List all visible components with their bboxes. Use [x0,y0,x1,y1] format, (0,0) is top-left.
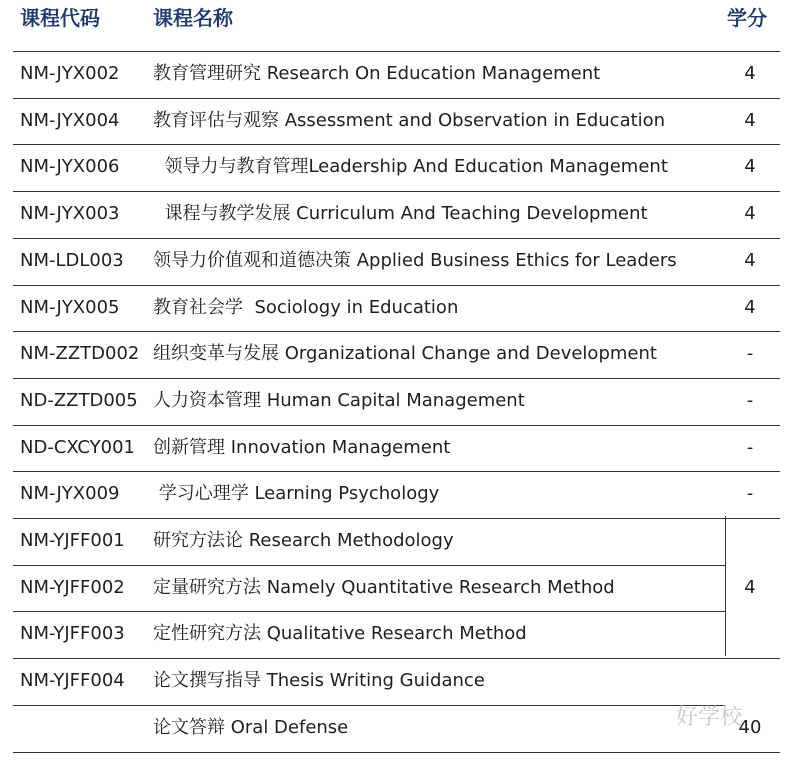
course-code-cell: NM-JYX009 [20,483,120,504]
course-code-cell: NM-YJFF002 [20,577,125,598]
course-name-cell: 课程与教学发展 Curriculum And Teaching Development [153,203,648,224]
header-credits: 学分 [727,6,767,30]
course-name-cell: 定量研究方法 Namely Quantitative Research Method [153,577,615,598]
course-credit-cell: 4 [744,250,756,271]
course-name-cell: 创新管理 Innovation Management [153,437,451,458]
course-code-cell: ND-ZZTD005 [20,390,138,411]
course-code-cell: ND-CXCY001 [20,437,136,458]
watermark: 好学校 [676,705,743,730]
course-code-cell: NM-YJFF003 [20,623,125,644]
course-name-cell: 研究方法论 Research Methodology [153,530,454,551]
course-code-cell: NM-JYX004 [20,110,120,131]
course-name-cell: 领导力与教育管理Leadership And Education Management [153,156,668,177]
course-credit-cell: - [746,390,754,411]
course-code-cell: NM-YJFF001 [20,530,125,551]
course-credit-cell: - [746,483,754,504]
course-code-cell: NM-JYX006 [20,156,120,177]
course-credit-cell: 4 [744,297,756,318]
course-credit-cell [735,518,765,564]
course-name-cell: 教育管理研究 Research On Education Management [153,63,601,84]
course-credit-cell [735,611,765,657]
row-divider [13,752,780,753]
course-credit-cell: 4 [744,203,756,224]
course-name-cell: 组织变革与发展 Organizational Change and Development [153,343,657,364]
course-credit-cell: 4 [744,63,756,84]
course-name-cell: 教育评估与观察 Assessment and Observation in Education [153,110,666,131]
row-divider [13,705,725,706]
course-credit-cell: 4 [744,577,756,598]
course-code-cell: NM-JYX003 [20,203,120,224]
course-code-cell: NM-JYX002 [20,63,120,84]
course-name-cell: 人力资本管理 Human Capital Management [153,390,525,411]
course-name-cell: 定性研究方法 Qualitative Research Method [153,623,527,644]
course-name-cell: 论文撰写指导 Thesis Writing Guidance [153,670,485,691]
course-code-cell: NM-ZZTD002 [20,343,140,364]
merged-credit-divider [725,516,726,656]
course-credit-cell: 40 [738,717,762,738]
header-course-code: 课程代码 [20,6,100,30]
course-name-cell: 论文答辩 Oral Defense [153,717,349,738]
course-credit-cell: 4 [744,156,756,177]
course-credit-cell [735,658,765,704]
course-credit-cell: - [746,343,754,364]
course-code-cell: NM-LDL003 [20,250,124,271]
course-name-cell: 学习心理学 Learning Psychology [153,483,440,504]
course-credit-cell: 4 [744,110,756,131]
course-code-cell: NM-JYX005 [20,297,120,318]
course-name-cell: 教育社会学 Sociology in Education [153,297,459,318]
header-course-name: 课程名称 [153,6,233,30]
course-credit-cell: - [746,437,754,458]
course-name-cell: 领导力价值观和道德决策 Applied Business Ethics for Leaders [153,250,677,271]
course-code-cell: NM-YJFF004 [20,670,125,691]
